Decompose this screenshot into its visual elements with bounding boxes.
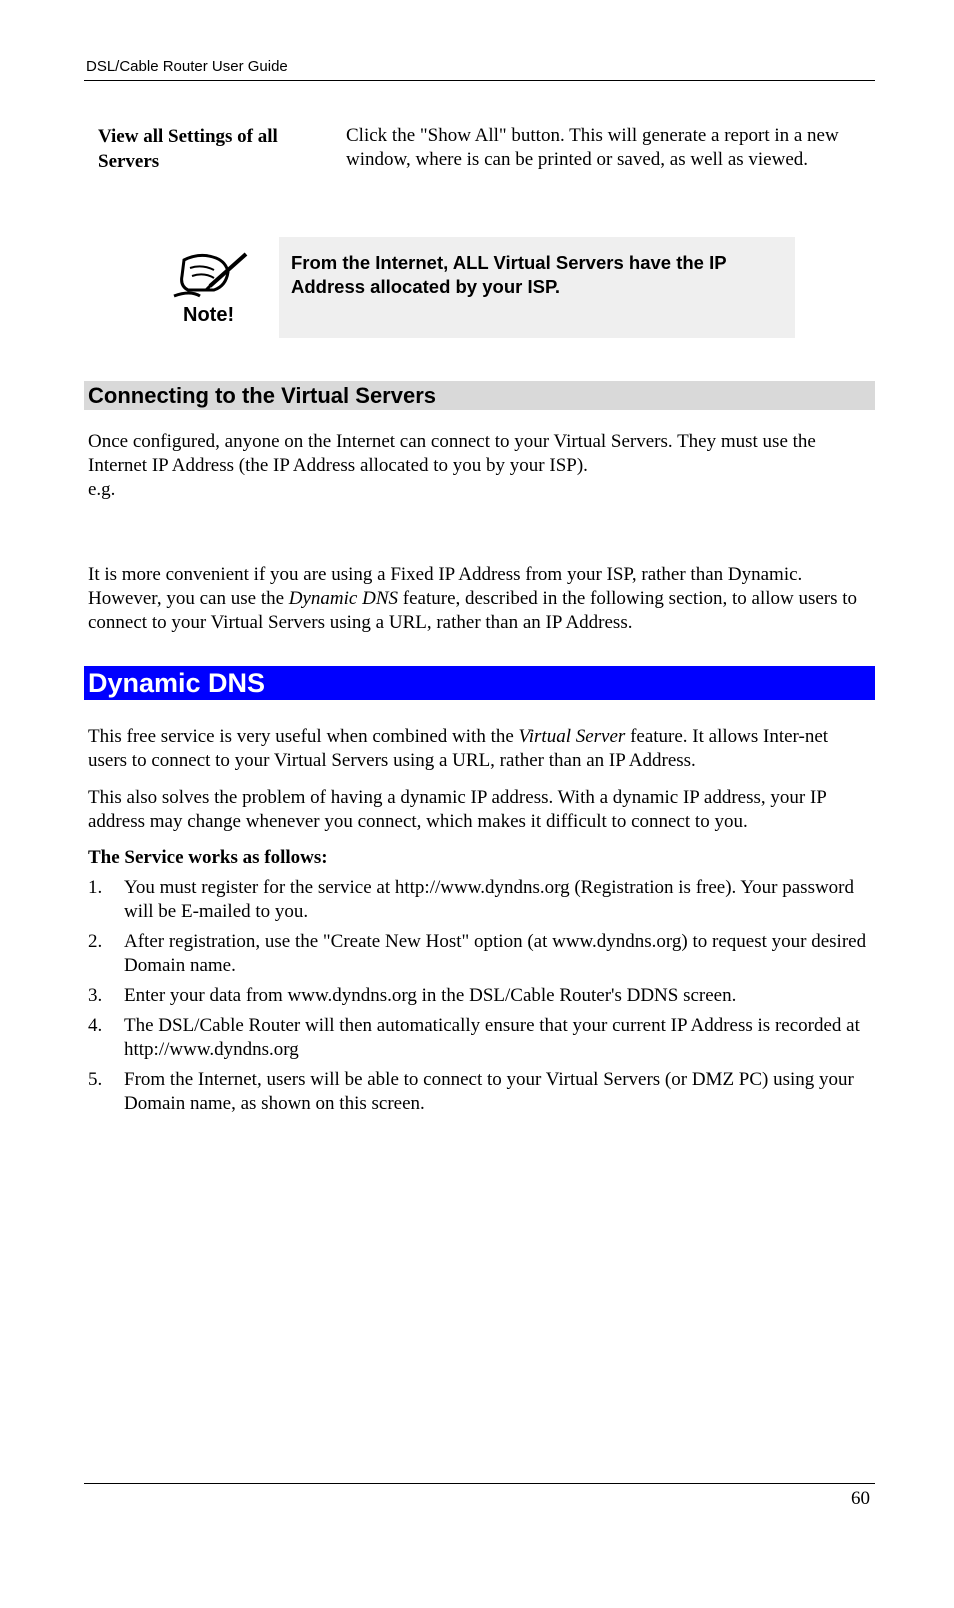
setting-description: Click the "Show All" button. This will generate a report in a new window, where is can be printed or saved, as well as viewed. [346,125,839,170]
setting-label: View all Settings of all Servers [98,126,278,172]
header-rule [84,80,875,81]
page-number: 60 [851,1488,870,1509]
note-text: From the Internet, ALL Virtual Servers have the IP Address allocated by your ISP. [291,252,727,297]
steps-list [88,876,878,1122]
chapter-paragraph-1: This free service is very useful when combined with the Virtual Server feature. It allows Inter-net users to connect to your Virtual Servers using a URL, rather than an IP Address. [88,726,829,771]
list-item: 2. After registration, use the "Create New Host" option (at www.dyndns.org) to request your desired Domain name. [88,931,867,976]
list-item: 3. Enter your data from www.dyndns.org in the DSL/Cable Router's DDNS screen. [88,985,737,1006]
footer-rule [84,1483,875,1484]
paragraph-text: Once configured, anyone on the Internet can connect to your Virtual Servers. They must use the Internet IP Address (the IP Address allocated to you by your ISP). [88,431,816,476]
chapter-paragraph-2: This also solves the problem of having a dynamic IP address. With a dynamic IP address, your IP address may change whenever you connect, which makes it difficult to connect to you. [88,787,827,832]
list-item: 5. From the Internet, users will be able to connect to your Virtual Servers (or DMZ PC) using your Domain name, as shown on this screen. [88,1069,854,1114]
example-label: e.g. [88,479,116,500]
steps-heading: The Service works as follows: [88,847,328,868]
section-paragraph-1 [88,430,878,502]
running-header: DSL/Cable Router User Guide [86,58,288,75]
chapter-heading: Dynamic DNS [88,668,266,698]
note-icon-label: Note! [183,304,235,326]
section-heading: Connecting to the Virtual Servers [88,383,437,408]
list-item: 4. The DSL/Cable Router will then automatically ensure that your current IP Address is recorded at http://www.dyndns.org [88,1015,860,1060]
virtual-server-term: Virtual Server [518,726,626,747]
note-pencil-icon [170,246,254,326]
dynamic-dns-term: Dynamic DNS [288,588,399,609]
section-paragraph-2: It is more convenient if you are using a Fixed IP Address from your ISP, rather than Dynamic. However, you can use the Dynamic DNS feature, described in the following section, to allow users to connect to your Virtual Servers using a URL, rather than an IP Address. [88,564,858,633]
list-item: 1. You must register for the service at http://www.dyndns.org (Registration is free). Your password will be E-mailed to you. [88,877,855,922]
